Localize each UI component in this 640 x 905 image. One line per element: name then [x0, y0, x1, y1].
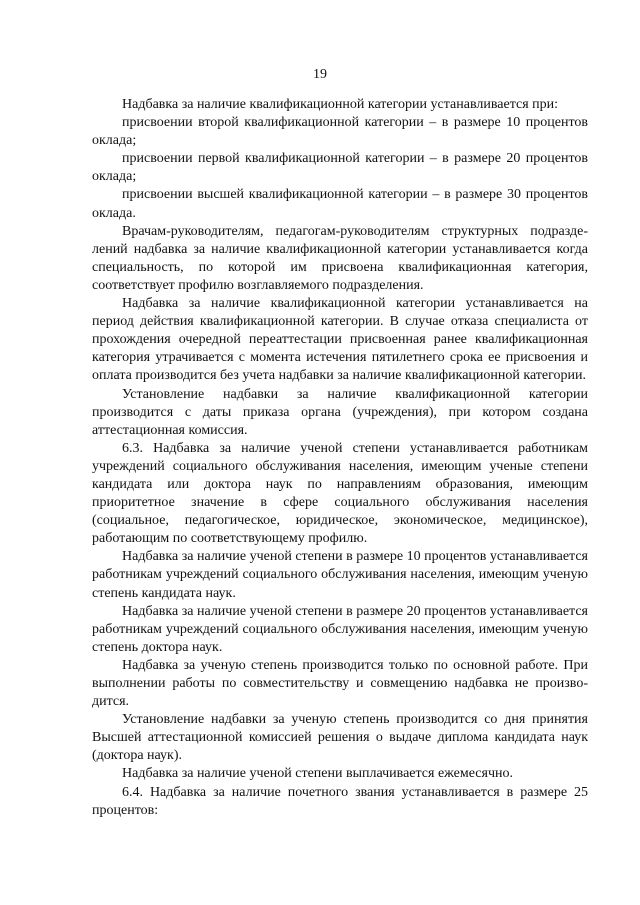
paragraph-first-category: присвоении первой квалификационной категории – в размере 20 процентов оклада;	[92, 151, 588, 185]
paragraph-candidate-degree: Надбавка за наличие ученой степени в размере 10 процентов устанавливается работникам учреждений социального обслуживания населения, имеющим ученую степень кандидата наук.	[92, 549, 588, 601]
paragraph-main-work-only: Надбавка за ученую степень производится только по основной работе. При выполнении работы по совместительству и совмещению надбавка не производится.	[92, 657, 588, 710]
paragraph-monthly-payment: Надбавка за наличие ученой степени выплачивается ежемесячно.	[122, 766, 513, 782]
paragraph-category-validity: Надбавка за наличие квалификационной категории устанавливается на период действия квалификационной категории. В случае отказа специалиста от прохождения очередной переаттестации присвоенная ранее квалификационная категория утрачивается с момента истечения пятилетнего срока ее присвоения и оплата производится без учета надбавки за наличие квалификационной категории.	[92, 296, 588, 384]
paragraph-category-start-date: Установление надбавки за наличие квалификационной категории производится с даты приказа органа (учреждения), при котором создана аттестационная комиссия.	[92, 386, 588, 438]
paragraph-doctor-degree: Надбавка за наличие ученой степени в размере 20 процентов устанавливается работникам учреждений социального обслуживания населения, имеющим ученую степень доктора наук.	[92, 603, 588, 655]
paragraph-qualification-intro: Надбавка за наличие квалификационной категории устанавливается при:	[122, 97, 559, 112]
page-number: 19	[313, 67, 327, 82]
paragraph-heads-of-units: Врачам-руководителям, педагогам-руководителям структурных подразделений надбавка за наличие квалификационной категории устанавливается когда специальность, по которой им присвоена квалификационная категория, соответствует профилю возглавляемого подразделения.	[92, 223, 588, 293]
paragraph-section-6-3: 6.3. Надбавка за наличие ученой степени устанавливается работникам учреждений социального обслуживания населения, имеющим ученые степени кандидата или доктора наук по направлениям образования, имеющим приоритетное значение в сфере социального обслуживания населения (социальное, педагогическое, юридическое, экономическое, медицинское), работающим по соответствующему профилю.	[92, 440, 588, 547]
paragraph-degree-start-date: Установление надбавки за ученую степень производится со дня принятия Высшей аттестационной комиссией решения о выдаче диплома кандидата наук (доктора наук).	[92, 712, 588, 764]
paragraph-second-category: присвоении второй квалификационной категории – в размере 10 процентов оклада;	[92, 115, 588, 149]
body-text	[92, 96, 588, 820]
paragraph-highest-category: присвоении высшей квалификационной категории – в размере 30 процентов оклада.	[92, 187, 588, 221]
paragraph-section-6-4: 6.4. Надбавка за наличие почетного звания устанавливается в размере 25 процентов:	[92, 784, 588, 818]
